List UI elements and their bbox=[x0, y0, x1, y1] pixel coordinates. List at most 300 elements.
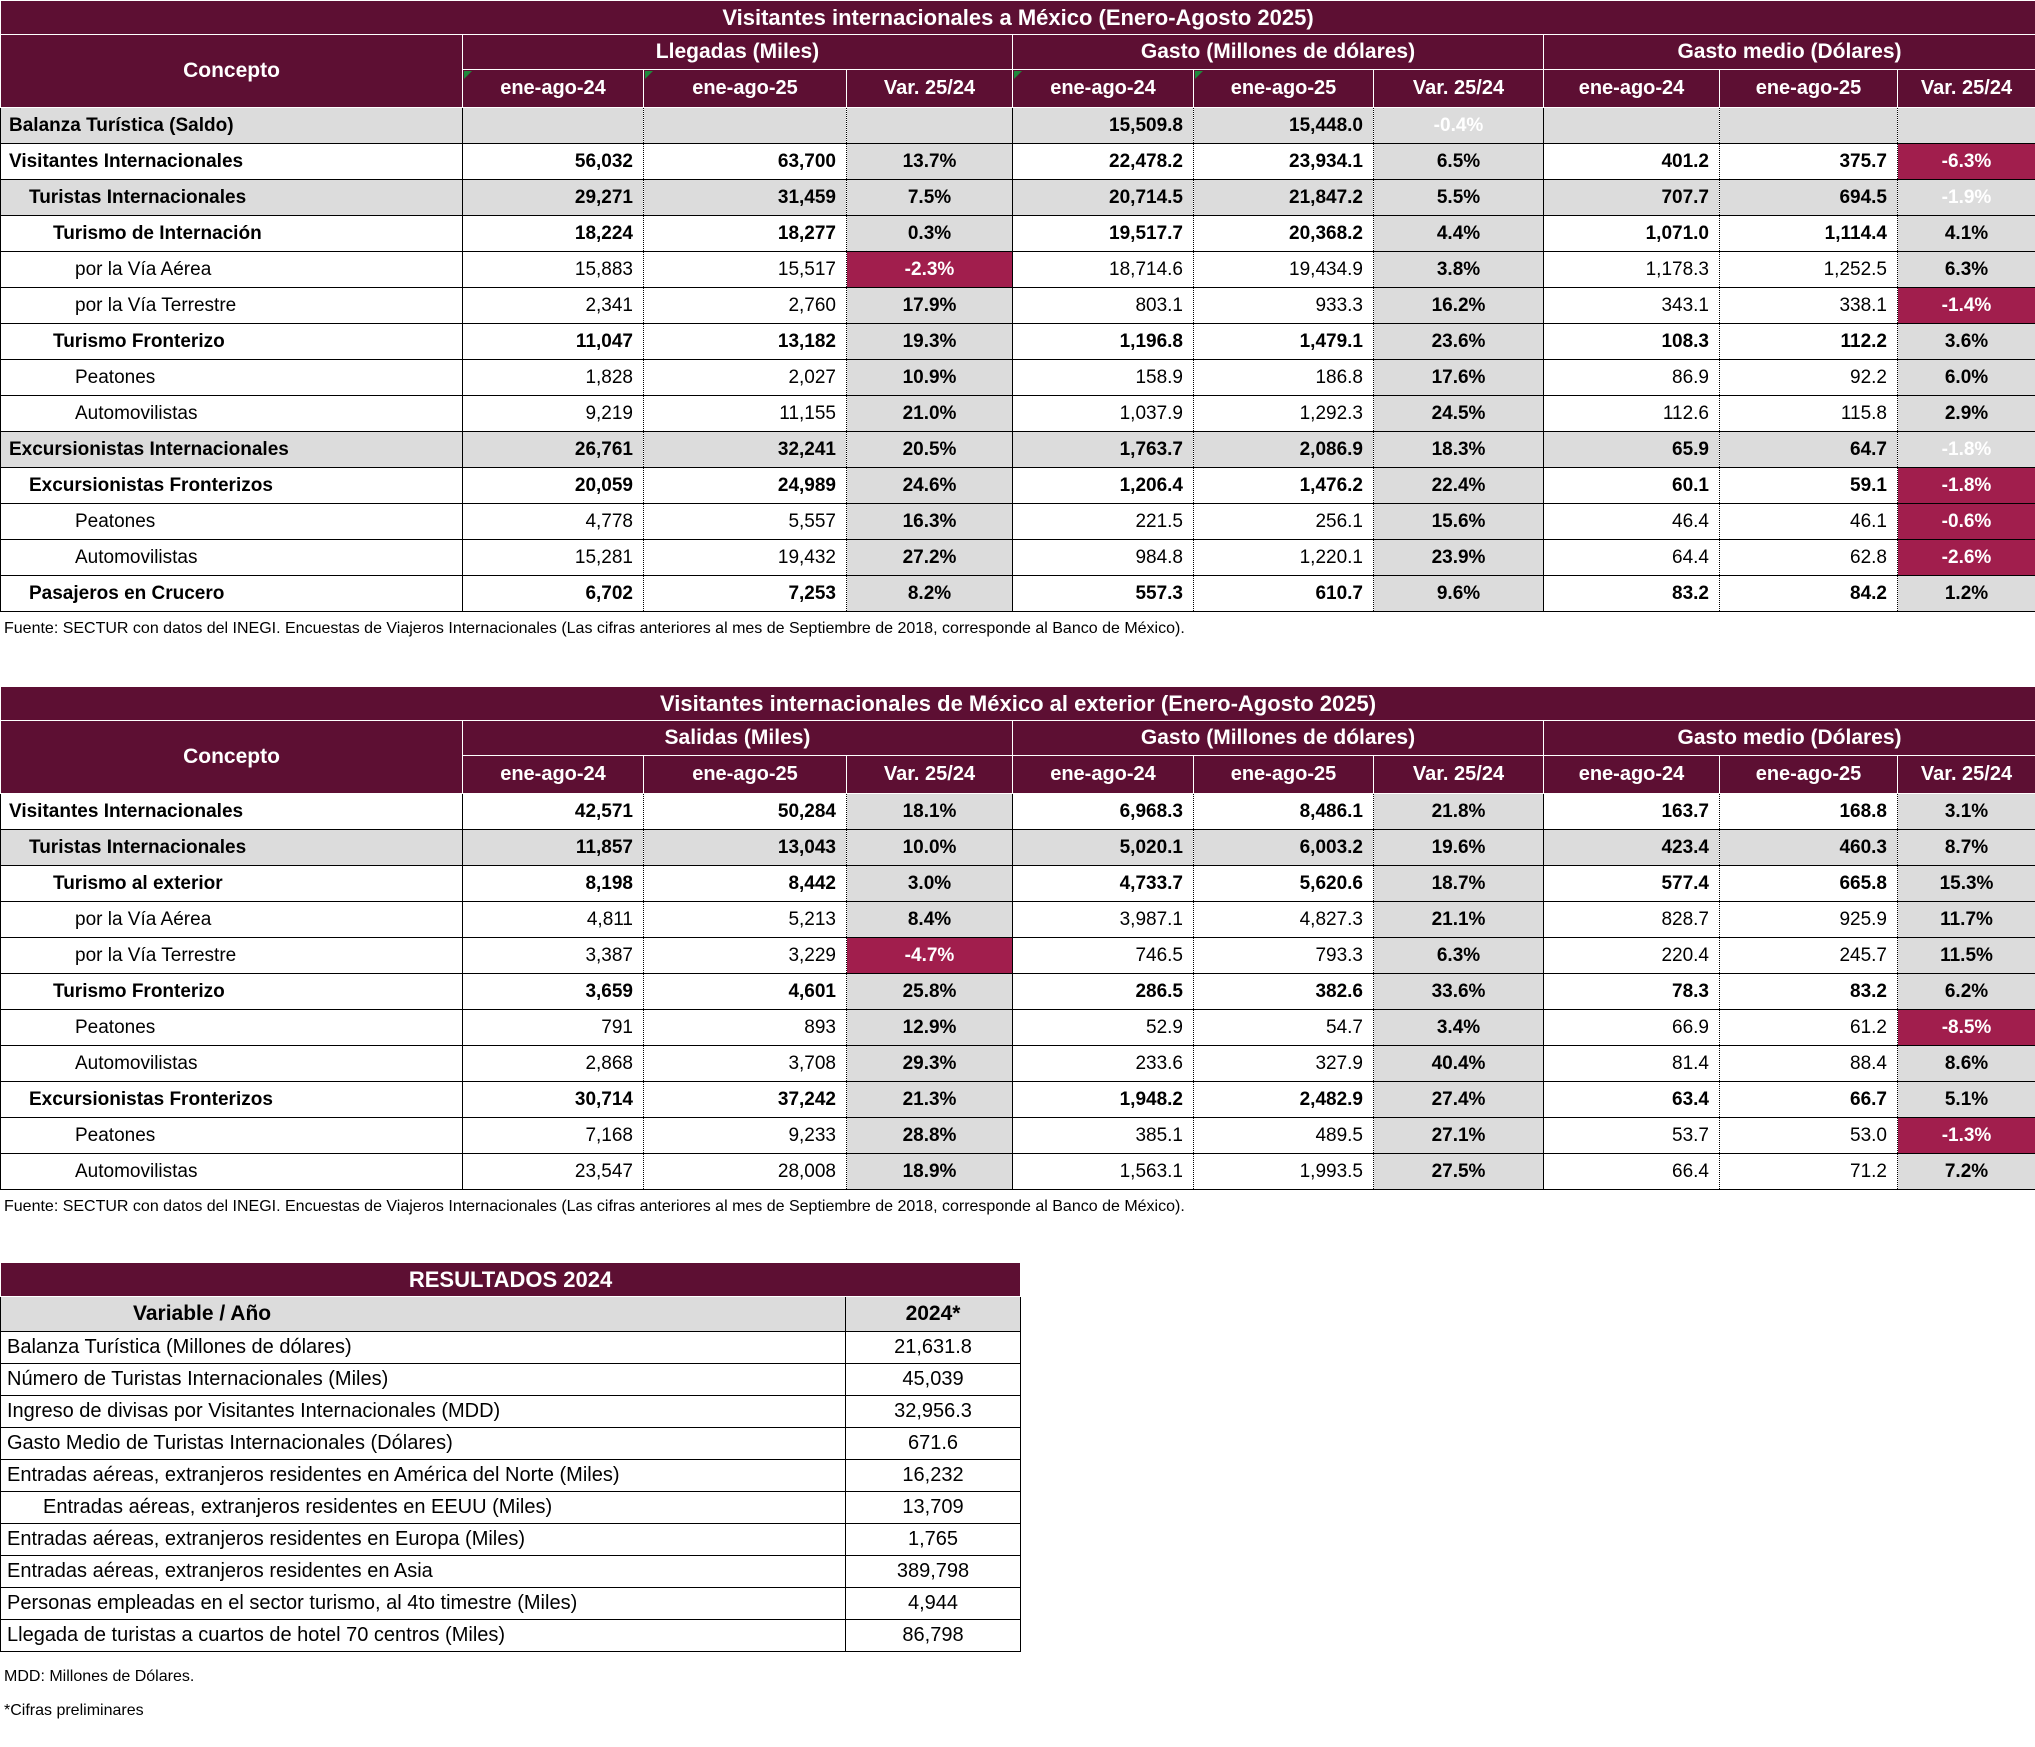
value-cell: 158.9 bbox=[1013, 360, 1194, 396]
value-cell: 3,708 bbox=[644, 1046, 847, 1082]
period-header: ene-ago-24 bbox=[1013, 70, 1194, 108]
variable-cell: Entradas aéreas, extranjeros residentes en América del Norte (Miles) bbox=[1, 1460, 846, 1492]
period-header: Var. 25/24 bbox=[1898, 70, 2035, 108]
value-cell: 671.6 bbox=[846, 1428, 1021, 1460]
variation-cell: 6.5% bbox=[1374, 144, 1544, 180]
variation-cell: 17.9% bbox=[847, 288, 1013, 324]
variable-column-header: Variable / Año bbox=[1, 1297, 846, 1332]
table-row bbox=[1, 1428, 1021, 1460]
table-row bbox=[1, 1082, 2035, 1118]
table-row bbox=[1, 288, 2035, 324]
value-cell: 221.5 bbox=[1013, 504, 1194, 540]
value-cell: 933.3 bbox=[1194, 288, 1374, 324]
value-cell bbox=[1720, 108, 1898, 144]
value-cell: 6,968.3 bbox=[1013, 794, 1194, 830]
variation-cell: 11.5% bbox=[1898, 938, 2035, 974]
variation-cell: 27.5% bbox=[1374, 1154, 1544, 1190]
variation-cell: 7.2% bbox=[1898, 1154, 2035, 1190]
variation-cell: 0.3% bbox=[847, 216, 1013, 252]
table-row bbox=[1, 830, 2035, 866]
value-cell: 7,168 bbox=[463, 1118, 644, 1154]
concept-cell: por la Vía Terrestre bbox=[1, 938, 463, 974]
value-cell: 15,517 bbox=[644, 252, 847, 288]
title-row bbox=[1, 1263, 1021, 1297]
value-cell: 56,032 bbox=[463, 144, 644, 180]
value-cell: 71.2 bbox=[1720, 1154, 1898, 1190]
value-cell: 108.3 bbox=[1544, 324, 1720, 360]
variation-cell: -1.9% bbox=[1898, 180, 2035, 216]
variation-cell: 21.8% bbox=[1374, 794, 1544, 830]
table-row bbox=[1, 1588, 1021, 1620]
period-header: ene-ago-25 bbox=[644, 70, 847, 108]
variation-cell: 8.6% bbox=[1898, 1046, 2035, 1082]
table-row bbox=[1, 468, 2035, 504]
variable-cell: Entradas aéreas, extranjeros residentes en Europa (Miles) bbox=[1, 1524, 846, 1556]
variable-cell: Número de Turistas Internacionales (Miles) bbox=[1, 1364, 846, 1396]
variation-cell: 3.8% bbox=[1374, 252, 1544, 288]
visitors-abroad-table bbox=[0, 686, 2035, 1190]
variation-cell: 3.4% bbox=[1374, 1010, 1544, 1046]
value-cell: 31,459 bbox=[644, 180, 847, 216]
table-row bbox=[1, 324, 2035, 360]
value-cell bbox=[1544, 108, 1720, 144]
value-cell: 338.1 bbox=[1720, 288, 1898, 324]
table-row bbox=[1, 1154, 2035, 1190]
value-cell: 423.4 bbox=[1544, 830, 1720, 866]
table-row bbox=[1, 938, 2035, 974]
variation-cell: 4.4% bbox=[1374, 216, 1544, 252]
variation-cell: 28.8% bbox=[847, 1118, 1013, 1154]
variation-cell: 2.9% bbox=[1898, 396, 2035, 432]
variation-cell: 4.1% bbox=[1898, 216, 2035, 252]
group-header: Gasto medio (Dólares) bbox=[1544, 721, 2035, 756]
variation-cell: 16.3% bbox=[847, 504, 1013, 540]
variation-cell: 27.1% bbox=[1374, 1118, 1544, 1154]
variation-cell: 7.5% bbox=[847, 180, 1013, 216]
concept-cell: Pasajeros en Crucero bbox=[1, 576, 463, 612]
value-cell: 8,198 bbox=[463, 866, 644, 902]
value-cell: 22,478.2 bbox=[1013, 144, 1194, 180]
visitors-to-mexico-table bbox=[0, 0, 2035, 612]
value-cell: 6,003.2 bbox=[1194, 830, 1374, 866]
variation-cell: 16.2% bbox=[1374, 288, 1544, 324]
table-row bbox=[1, 216, 2035, 252]
group-header: Gasto medio (Dólares) bbox=[1544, 35, 2035, 70]
value-cell: 893 bbox=[644, 1010, 847, 1046]
value-cell: 4,601 bbox=[644, 974, 847, 1010]
period-header: Var. 25/24 bbox=[847, 70, 1013, 108]
table-row bbox=[1, 1118, 2035, 1154]
period-header: ene-ago-24 bbox=[463, 70, 644, 108]
value-cell: 37,242 bbox=[644, 1082, 847, 1118]
variable-cell: Gasto Medio de Turistas Internacionales (Dólares) bbox=[1, 1428, 846, 1460]
value-cell: 1,765 bbox=[846, 1524, 1021, 1556]
period-header: ene-ago-24 bbox=[1544, 70, 1720, 108]
table-row bbox=[1, 1460, 1021, 1492]
variation-cell: -6.3% bbox=[1898, 144, 2035, 180]
table-title: Visitantes internacionales a México (Enero-Agosto 2025) bbox=[1, 1, 2035, 35]
value-cell: 15,448.0 bbox=[1194, 108, 1374, 144]
concept-cell: por la Vía Aérea bbox=[1, 902, 463, 938]
value-cell: 66.9 bbox=[1544, 1010, 1720, 1046]
group-header-row bbox=[1, 35, 2035, 70]
concept-cell: Peatones bbox=[1, 1118, 463, 1154]
table-row bbox=[1, 540, 2035, 576]
value-cell: 112.2 bbox=[1720, 324, 1898, 360]
variation-cell: 13.7% bbox=[847, 144, 1013, 180]
value-cell: 45,039 bbox=[846, 1364, 1021, 1396]
value-cell: 984.8 bbox=[1013, 540, 1194, 576]
value-cell: 1,220.1 bbox=[1194, 540, 1374, 576]
value-cell: 1,763.7 bbox=[1013, 432, 1194, 468]
period-header: ene-ago-25 bbox=[1720, 756, 1898, 794]
value-cell: 375.7 bbox=[1720, 144, 1898, 180]
value-cell: 6,702 bbox=[463, 576, 644, 612]
period-header: ene-ago-24 bbox=[1544, 756, 1720, 794]
table-row bbox=[1, 252, 2035, 288]
value-cell: 1,993.5 bbox=[1194, 1154, 1374, 1190]
value-cell: 3,659 bbox=[463, 974, 644, 1010]
value-cell: 115.8 bbox=[1720, 396, 1898, 432]
concept-column-header: Concepto bbox=[1, 721, 463, 794]
variation-cell: 10.9% bbox=[847, 360, 1013, 396]
variable-cell: Entradas aéreas, extranjeros residentes en Asia bbox=[1, 1556, 846, 1588]
variation-cell: 9.6% bbox=[1374, 576, 1544, 612]
value-cell: 694.5 bbox=[1720, 180, 1898, 216]
value-cell: 19,434.9 bbox=[1194, 252, 1374, 288]
variation-cell bbox=[1898, 108, 2035, 144]
value-cell: 1,828 bbox=[463, 360, 644, 396]
variation-cell: 12.9% bbox=[847, 1010, 1013, 1046]
variation-cell: -1.3% bbox=[1898, 1118, 2035, 1154]
value-cell: 343.1 bbox=[1544, 288, 1720, 324]
value-cell: 18,224 bbox=[463, 216, 644, 252]
variation-cell: 8.2% bbox=[847, 576, 1013, 612]
table-row bbox=[1, 794, 2035, 830]
value-cell: 245.7 bbox=[1720, 938, 1898, 974]
value-cell: 78.3 bbox=[1544, 974, 1720, 1010]
period-header: ene-ago-24 bbox=[1013, 756, 1194, 794]
variation-cell: 11.7% bbox=[1898, 902, 2035, 938]
value-cell: 4,811 bbox=[463, 902, 644, 938]
variation-cell: 24.5% bbox=[1374, 396, 1544, 432]
concept-cell: Automovilistas bbox=[1, 1154, 463, 1190]
concept-cell: Automovilistas bbox=[1, 1046, 463, 1082]
concept-cell: Peatones bbox=[1, 504, 463, 540]
value-cell: 382.6 bbox=[1194, 974, 1374, 1010]
group-header: Gasto (Millones de dólares) bbox=[1013, 721, 1544, 756]
title-row bbox=[1, 687, 2035, 721]
concept-cell: Turistas Internacionales bbox=[1, 830, 463, 866]
value-cell: 20,059 bbox=[463, 468, 644, 504]
concept-cell: Automovilistas bbox=[1, 396, 463, 432]
value-cell: 60.1 bbox=[1544, 468, 1720, 504]
variation-cell: -0.6% bbox=[1898, 504, 2035, 540]
green-corner-marker bbox=[1195, 71, 1203, 79]
variation-cell: 19.3% bbox=[847, 324, 1013, 360]
variation-cell: 3.0% bbox=[847, 866, 1013, 902]
table-row bbox=[1, 180, 2035, 216]
value-cell: 5,620.6 bbox=[1194, 866, 1374, 902]
variation-cell: 15.3% bbox=[1898, 866, 2035, 902]
variation-cell: 18.9% bbox=[847, 1154, 1013, 1190]
value-cell: 256.1 bbox=[1194, 504, 1374, 540]
value-cell: 15,883 bbox=[463, 252, 644, 288]
variation-cell: 40.4% bbox=[1374, 1046, 1544, 1082]
value-cell: 707.7 bbox=[1544, 180, 1720, 216]
value-cell: 23,547 bbox=[463, 1154, 644, 1190]
value-cell: 3,229 bbox=[644, 938, 847, 974]
table-row bbox=[1, 396, 2035, 432]
concept-cell: Visitantes Internacionales bbox=[1, 794, 463, 830]
concept-cell: Excursionistas Fronterizos bbox=[1, 468, 463, 504]
period-header: ene-ago-25 bbox=[644, 756, 847, 794]
period-header: ene-ago-25 bbox=[1720, 70, 1898, 108]
value-cell: 746.5 bbox=[1013, 938, 1194, 974]
concept-cell: por la Vía Terrestre bbox=[1, 288, 463, 324]
period-header: Var. 25/24 bbox=[1374, 756, 1544, 794]
value-cell: 46.4 bbox=[1544, 504, 1720, 540]
variation-cell: -1.8% bbox=[1898, 432, 2035, 468]
variation-cell: 18.3% bbox=[1374, 432, 1544, 468]
table-row bbox=[1, 1332, 1021, 1364]
table-row bbox=[1, 866, 2035, 902]
value-cell: 2,341 bbox=[463, 288, 644, 324]
value-cell: 791 bbox=[463, 1010, 644, 1046]
year-column-header: 2024* bbox=[846, 1297, 1021, 1332]
variation-cell: 1.2% bbox=[1898, 576, 2035, 612]
value-cell: 42,571 bbox=[463, 794, 644, 830]
concept-cell: Turismo de Internación bbox=[1, 216, 463, 252]
value-cell: 1,206.4 bbox=[1013, 468, 1194, 504]
value-cell: 1,178.3 bbox=[1544, 252, 1720, 288]
value-cell: 61.2 bbox=[1720, 1010, 1898, 1046]
value-cell: 5,213 bbox=[644, 902, 847, 938]
variation-cell: 18.7% bbox=[1374, 866, 1544, 902]
concept-cell: Peatones bbox=[1, 360, 463, 396]
concept-column-header: Concepto bbox=[1, 35, 463, 108]
variation-cell: 25.8% bbox=[847, 974, 1013, 1010]
value-cell bbox=[463, 108, 644, 144]
title-row bbox=[1, 1, 2035, 35]
variation-cell: 33.6% bbox=[1374, 974, 1544, 1010]
value-cell: 64.7 bbox=[1720, 432, 1898, 468]
value-cell: 15,281 bbox=[463, 540, 644, 576]
value-cell: 2,086.9 bbox=[1194, 432, 1374, 468]
value-cell: 18,714.6 bbox=[1013, 252, 1194, 288]
variation-cell: 5.1% bbox=[1898, 1082, 2035, 1118]
variation-cell: 6.3% bbox=[1898, 252, 2035, 288]
value-cell: 21,631.8 bbox=[846, 1332, 1021, 1364]
value-cell: 46.1 bbox=[1720, 504, 1898, 540]
value-cell: 65.9 bbox=[1544, 432, 1720, 468]
value-cell: 30,714 bbox=[463, 1082, 644, 1118]
value-cell: 2,760 bbox=[644, 288, 847, 324]
period-header: Var. 25/24 bbox=[1898, 756, 2035, 794]
value-cell: 9,233 bbox=[644, 1118, 847, 1154]
variation-cell: 8.4% bbox=[847, 902, 1013, 938]
variation-cell: 23.9% bbox=[1374, 540, 1544, 576]
variation-cell: 21.1% bbox=[1374, 902, 1544, 938]
variation-cell: 27.2% bbox=[847, 540, 1013, 576]
value-cell: 9,219 bbox=[463, 396, 644, 432]
table-row bbox=[1, 1046, 2035, 1082]
period-header: Var. 25/24 bbox=[847, 756, 1013, 794]
variation-cell: 18.1% bbox=[847, 794, 1013, 830]
concept-cell: Turismo Fronterizo bbox=[1, 324, 463, 360]
value-cell: 19,432 bbox=[644, 540, 847, 576]
table-row bbox=[1, 1524, 1021, 1556]
value-cell: 401.2 bbox=[1544, 144, 1720, 180]
value-cell: 28,008 bbox=[644, 1154, 847, 1190]
value-cell: 8,442 bbox=[644, 866, 847, 902]
value-cell: 20,714.5 bbox=[1013, 180, 1194, 216]
value-cell: 5,020.1 bbox=[1013, 830, 1194, 866]
period-header: ene-ago-24 bbox=[463, 756, 644, 794]
variation-cell: -1.4% bbox=[1898, 288, 2035, 324]
value-cell: 1,948.2 bbox=[1013, 1082, 1194, 1118]
table-row bbox=[1, 1620, 1021, 1652]
variation-cell: -1.8% bbox=[1898, 468, 2035, 504]
table-row bbox=[1, 1492, 1021, 1524]
value-cell: 1,292.3 bbox=[1194, 396, 1374, 432]
value-cell: 20,368.2 bbox=[1194, 216, 1374, 252]
value-cell: 925.9 bbox=[1720, 902, 1898, 938]
variable-cell: Entradas aéreas, extranjeros residentes en EEUU (Miles) bbox=[1, 1492, 846, 1524]
variation-cell: 27.4% bbox=[1374, 1082, 1544, 1118]
variation-cell: 20.5% bbox=[847, 432, 1013, 468]
group-header: Llegadas (Miles) bbox=[463, 35, 1013, 70]
value-cell: 1,479.1 bbox=[1194, 324, 1374, 360]
concept-cell: Turismo al exterior bbox=[1, 866, 463, 902]
table-row bbox=[1, 902, 2035, 938]
variation-cell: 22.4% bbox=[1374, 468, 1544, 504]
value-cell: 610.7 bbox=[1194, 576, 1374, 612]
value-cell: 13,043 bbox=[644, 830, 847, 866]
variation-cell: 21.0% bbox=[847, 396, 1013, 432]
table-row bbox=[1, 1010, 2035, 1046]
variation-cell: 21.3% bbox=[847, 1082, 1013, 1118]
value-cell: 19,517.7 bbox=[1013, 216, 1194, 252]
value-cell: 84.2 bbox=[1720, 576, 1898, 612]
value-cell: 1,196.8 bbox=[1013, 324, 1194, 360]
value-cell: 460.3 bbox=[1720, 830, 1898, 866]
value-cell: 63,700 bbox=[644, 144, 847, 180]
value-cell: 233.6 bbox=[1013, 1046, 1194, 1082]
value-cell: 5,557 bbox=[644, 504, 847, 540]
table-row bbox=[1, 1396, 1021, 1428]
value-cell: 389,798 bbox=[846, 1556, 1021, 1588]
variation-cell: 6.2% bbox=[1898, 974, 2035, 1010]
value-cell: 1,476.2 bbox=[1194, 468, 1374, 504]
concept-cell: Peatones bbox=[1, 1010, 463, 1046]
variation-cell: -2.3% bbox=[847, 252, 1013, 288]
value-cell: 16,232 bbox=[846, 1460, 1021, 1492]
results-2024-table bbox=[0, 1262, 1021, 1652]
value-cell: 1,563.1 bbox=[1013, 1154, 1194, 1190]
value-cell: 2,868 bbox=[463, 1046, 644, 1082]
value-cell: 92.2 bbox=[1720, 360, 1898, 396]
value-cell: 11,857 bbox=[463, 830, 644, 866]
value-cell: 803.1 bbox=[1013, 288, 1194, 324]
period-header: ene-ago-25 bbox=[1194, 756, 1374, 794]
variable-cell: Ingreso de divisas por Visitantes Internacionales (MDD) bbox=[1, 1396, 846, 1428]
variation-cell: 19.6% bbox=[1374, 830, 1544, 866]
value-cell: 23,934.1 bbox=[1194, 144, 1374, 180]
variable-cell: Personas empleadas en el sector turismo, al 4to timestre (Miles) bbox=[1, 1588, 846, 1620]
variation-cell bbox=[847, 108, 1013, 144]
value-cell: 163.7 bbox=[1544, 794, 1720, 830]
value-cell: 665.8 bbox=[1720, 866, 1898, 902]
table2-source-note: Fuente: SECTUR con datos del INEGI. Encuestas de Viajeros Internacionales (Las cifras anteriores al mes de Septiembre de 2018, corresponde al Banco de México). bbox=[4, 1198, 1185, 1215]
value-cell: 11,155 bbox=[644, 396, 847, 432]
value-cell: 112.6 bbox=[1544, 396, 1720, 432]
value-cell: 86,798 bbox=[846, 1620, 1021, 1652]
variation-cell: 6.3% bbox=[1374, 938, 1544, 974]
value-cell: 4,778 bbox=[463, 504, 644, 540]
variation-cell: 23.6% bbox=[1374, 324, 1544, 360]
value-cell: 24,989 bbox=[644, 468, 847, 504]
period-header: ene-ago-25 bbox=[1194, 70, 1374, 108]
variation-cell: 10.0% bbox=[847, 830, 1013, 866]
value-cell: 15,509.8 bbox=[1013, 108, 1194, 144]
variation-cell: 8.7% bbox=[1898, 830, 2035, 866]
value-cell: 66.7 bbox=[1720, 1082, 1898, 1118]
value-cell: 88.4 bbox=[1720, 1046, 1898, 1082]
value-cell: 7,253 bbox=[644, 576, 847, 612]
value-cell: 11,047 bbox=[463, 324, 644, 360]
concept-cell: por la Vía Aérea bbox=[1, 252, 463, 288]
value-cell: 54.7 bbox=[1194, 1010, 1374, 1046]
variation-cell: -2.6% bbox=[1898, 540, 2035, 576]
value-cell: 385.1 bbox=[1013, 1118, 1194, 1154]
table-row bbox=[1, 576, 2035, 612]
table-row bbox=[1, 144, 2035, 180]
value-cell: 3,387 bbox=[463, 938, 644, 974]
table-row bbox=[1, 974, 2035, 1010]
value-cell: 577.4 bbox=[1544, 866, 1720, 902]
value-cell: 83.2 bbox=[1720, 974, 1898, 1010]
table1-source-note: Fuente: SECTUR con datos del INEGI. Encuestas de Viajeros Internacionales (Las cifras anteriores al mes de Septiembre de 2018, corresponde al Banco de México). bbox=[4, 620, 1185, 637]
variation-cell: 6.0% bbox=[1898, 360, 2035, 396]
variation-cell: 29.3% bbox=[847, 1046, 1013, 1082]
value-cell: 53.0 bbox=[1720, 1118, 1898, 1154]
value-cell: 3,987.1 bbox=[1013, 902, 1194, 938]
value-cell: 1,252.5 bbox=[1720, 252, 1898, 288]
value-cell: 2,027 bbox=[644, 360, 847, 396]
column-header-row bbox=[1, 1297, 1021, 1332]
value-cell: 8,486.1 bbox=[1194, 794, 1374, 830]
variation-cell: 3.1% bbox=[1898, 794, 2035, 830]
value-cell: 64.4 bbox=[1544, 540, 1720, 576]
group-header-row bbox=[1, 721, 2035, 756]
table-row bbox=[1, 1556, 1021, 1588]
table-row bbox=[1, 1364, 1021, 1396]
variation-cell: -4.7% bbox=[847, 938, 1013, 974]
variation-cell: 15.6% bbox=[1374, 504, 1544, 540]
value-cell: 1,071.0 bbox=[1544, 216, 1720, 252]
concept-cell: Visitantes Internacionales bbox=[1, 144, 463, 180]
value-cell: 86.9 bbox=[1544, 360, 1720, 396]
value-cell: 66.4 bbox=[1544, 1154, 1720, 1190]
value-cell: 52.9 bbox=[1013, 1010, 1194, 1046]
table-row bbox=[1, 504, 2035, 540]
value-cell: 59.1 bbox=[1720, 468, 1898, 504]
value-cell: 83.2 bbox=[1544, 576, 1720, 612]
period-header: Var. 25/24 bbox=[1374, 70, 1544, 108]
concept-cell: Turismo Fronterizo bbox=[1, 974, 463, 1010]
value-cell: 50,284 bbox=[644, 794, 847, 830]
